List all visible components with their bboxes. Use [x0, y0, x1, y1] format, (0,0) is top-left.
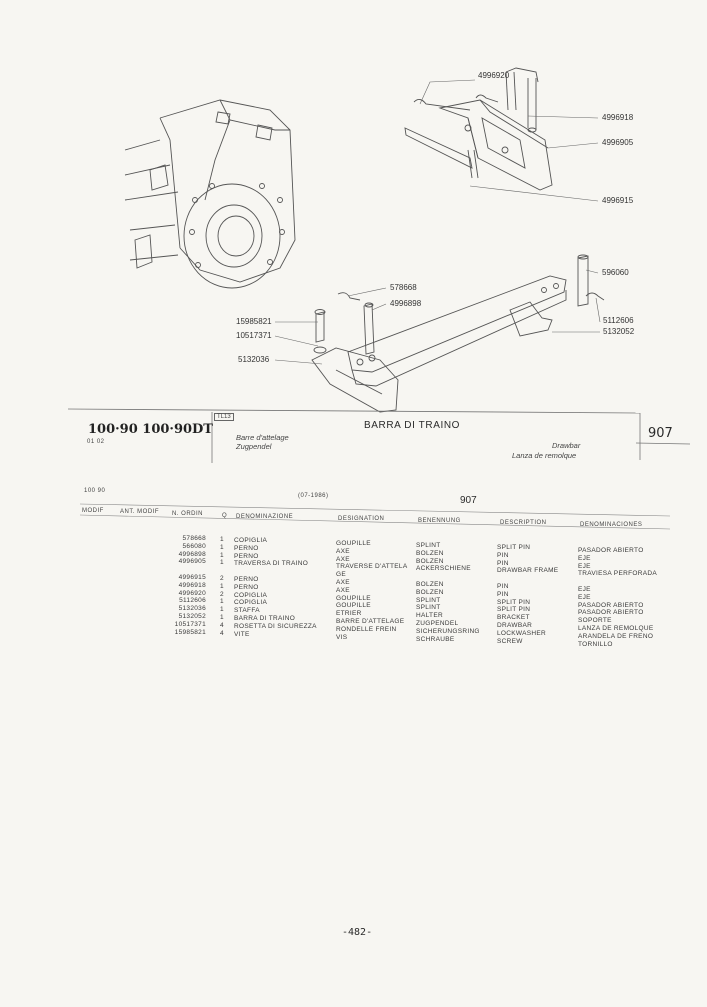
german-description: SCHRAUBE: [416, 635, 455, 643]
part-number: 4996920: [178, 589, 206, 597]
callout-label: 4996898: [390, 299, 422, 308]
spanish-description: EJE: [578, 593, 591, 601]
italian-description: BARRA DI TRAINO: [234, 614, 296, 622]
german-description: BOLZEN: [416, 580, 444, 588]
french-description: VIS: [336, 633, 348, 641]
reference-box: TL13: [214, 413, 234, 421]
german-description: BOLZEN: [416, 588, 444, 596]
exploded-parts-diagram: [0, 0, 707, 420]
callout-label: 10517371: [236, 331, 272, 340]
spanish-description: PASADOR ABIERTO: [578, 601, 644, 609]
callout-label: 15985821: [236, 317, 272, 326]
subtitle-spanish: Lanza de remolque: [512, 451, 577, 460]
part-number: 5112606: [179, 597, 206, 605]
italian-description: STAFFA: [234, 607, 260, 615]
column-header: ANT. MODIF: [120, 509, 159, 515]
quantity: 4: [220, 629, 224, 637]
spanish-description: PASADOR ABIERTO: [578, 609, 644, 617]
spanish-description: PASADOR ABIERTO: [578, 547, 644, 554]
italian-description: ROSETTA DI SICUREZZA: [234, 622, 317, 630]
french-description: TRAVERSE D'ATTELAGE: [336, 563, 408, 579]
callout-label: 5132052: [603, 327, 635, 336]
french-description: GOUPILLE: [336, 540, 371, 547]
table-rules: [0, 500, 707, 540]
part-number: 4996915: [178, 573, 206, 581]
spanish-description: EJE: [578, 585, 591, 593]
part-number: 4996918: [178, 581, 206, 589]
italian-description: COPIGLIA: [234, 537, 268, 544]
english-description: PIN: [497, 590, 509, 598]
table-group: 907: [460, 495, 477, 506]
quantity: 2: [220, 574, 224, 582]
quantity: 1: [220, 606, 224, 614]
callout-label: 4996918: [602, 113, 634, 122]
tractor-housing-drawing: [125, 100, 295, 288]
german-description: SICHERUNGSRING: [416, 627, 480, 635]
german-description: SPLINT: [416, 542, 441, 549]
french-description: RONDELLE FREIN: [336, 625, 397, 633]
group-number: 907: [648, 426, 673, 441]
italian-description: PERNO: [234, 575, 259, 583]
english-description: PIN: [497, 551, 509, 559]
quantity: 2: [220, 590, 224, 598]
subtitle-english: Drawbar: [552, 441, 581, 450]
german-description: ZUGPENDEL: [416, 619, 459, 627]
drawbar-drawing: [312, 255, 604, 412]
subtitle-german: Zugpendel: [236, 442, 272, 451]
part-number: 15985821: [174, 628, 206, 636]
italian-description-column: [234, 537, 317, 638]
quantity: 1: [220, 543, 224, 551]
italian-description: PERNO: [234, 552, 259, 560]
german-description: BOLZEN: [416, 549, 444, 557]
french-description: ETRIER: [336, 610, 362, 618]
french-description: GOUPILLE: [336, 594, 371, 602]
german-description: SPLINT: [416, 596, 441, 604]
column-header: DENOMINACIONES: [580, 522, 643, 528]
part-number: 4996898: [178, 550, 206, 558]
spanish-description: TORNILLO: [578, 640, 613, 648]
column-header: MODIF: [82, 508, 104, 514]
quantity: 1: [220, 536, 224, 543]
part-number: 10517371: [174, 620, 206, 628]
part-number: 578668: [182, 535, 206, 542]
quantity-column: [220, 536, 224, 637]
english-description-column: [497, 544, 558, 645]
spanish-description: EJE: [578, 554, 591, 562]
french-description: AXE: [336, 586, 350, 594]
spanish-description: LANZA DE REMOLQUE: [578, 624, 654, 632]
table-model: 100 90: [84, 488, 106, 494]
callout-label: 578668: [390, 283, 417, 292]
french-description: AXE: [336, 555, 350, 563]
english-description: LOCKWASHER: [497, 629, 546, 637]
spanish-description: SOPORTE: [578, 617, 612, 625]
italian-description: TRAVERSA DI TRAINO: [234, 560, 309, 568]
quantity: 1: [220, 582, 224, 590]
italian-description: PERNO: [234, 583, 259, 591]
french-description: GOUPILLE: [336, 602, 371, 610]
spanish-description: TRAVIESA PERFORADA: [578, 570, 657, 578]
french-description: AXE: [336, 578, 350, 586]
drawbar-frame-drawing: [405, 68, 552, 190]
spanish-description-column: [578, 547, 657, 648]
callout-label: 5112606: [603, 316, 634, 325]
spanish-description: ARANDELA DE FRENO: [578, 632, 654, 640]
part-number-column: [150, 535, 206, 636]
part-number: 566080: [182, 542, 206, 550]
quantity: 1: [220, 559, 224, 567]
german-description: BOLZEN: [416, 557, 444, 565]
english-description: BRACKET: [497, 614, 530, 622]
italian-description: COPIGLIA: [234, 591, 268, 599]
quantity: 1: [220, 598, 224, 606]
quantity: 1: [220, 551, 224, 559]
section-title: BARRA DI TRAINO: [364, 420, 461, 431]
german-description-column: [416, 542, 480, 643]
english-description: DRAWBAR: [497, 621, 533, 629]
part-number: 5132036: [178, 605, 206, 613]
column-header: Q: [222, 513, 228, 519]
english-description: PIN: [497, 559, 509, 567]
german-description: SPLINT: [416, 604, 441, 612]
subtitle-french: Barre d'attelage: [236, 433, 289, 442]
page-number: -482-: [342, 927, 373, 938]
column-header: DENOMINAZIONE: [236, 514, 294, 520]
quantity: 1: [220, 613, 224, 621]
italian-description: PERNO: [234, 544, 259, 552]
english-description: SPLIT PIN: [497, 606, 531, 614]
english-description: DRAWBAR FRAME: [497, 567, 559, 575]
table-date: (07-1986): [298, 493, 329, 499]
part-number: 5132052: [178, 612, 206, 620]
english-description: SPLIT PIN: [497, 544, 531, 551]
model-name: 100·90 100·90DT: [88, 422, 213, 437]
column-header: DESCRIPTION: [500, 520, 547, 526]
spanish-description: EJE: [578, 562, 591, 570]
model-variants: 01 02: [87, 439, 105, 445]
english-description: SPLIT PIN: [497, 598, 531, 606]
callout-label: 596060: [602, 268, 629, 277]
italian-description: VITE: [234, 630, 250, 638]
callout-label: 4996920: [478, 71, 510, 80]
german-description: ACKERSCHIENE: [416, 565, 471, 573]
french-description: AXE: [336, 547, 350, 555]
italian-description: COPIGLIA: [234, 599, 268, 607]
german-description: HALTER: [416, 612, 443, 620]
callout-label: 4996905: [602, 138, 634, 147]
column-header: DESIGNATION: [338, 516, 385, 522]
english-description: PIN: [497, 582, 509, 590]
callout-label: 4996915: [602, 196, 634, 205]
column-header: N. ORDIN: [172, 511, 203, 517]
english-description: SCREW: [497, 637, 523, 645]
quantity: 4: [220, 621, 224, 629]
callout-label: 5132036: [238, 355, 270, 364]
french-description: BARRE D'ATTELAGE: [336, 617, 405, 625]
column-header: BENENNUNG: [418, 518, 461, 524]
french-description-column: [336, 540, 410, 641]
part-number: 4996905: [178, 558, 206, 566]
